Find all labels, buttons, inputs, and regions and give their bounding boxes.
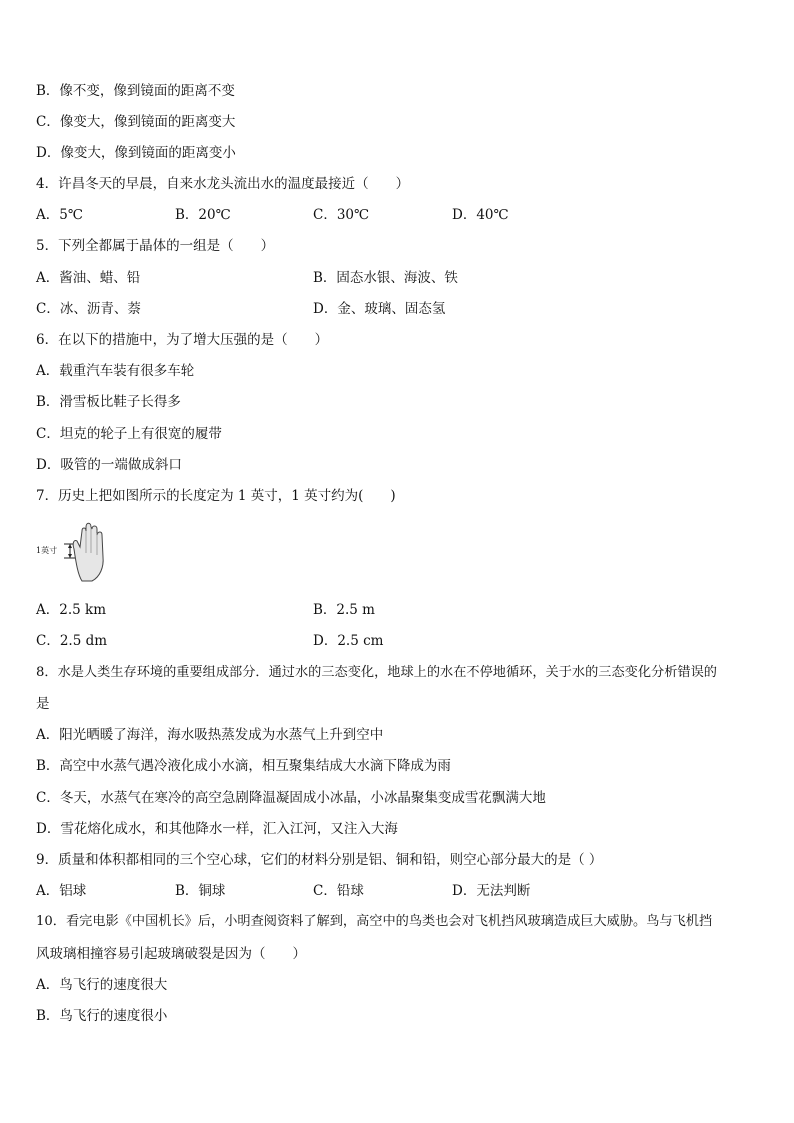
q4-option-a: A．5℃ <box>36 207 83 223</box>
q8-option-b: B．高空中水蒸气遇冷液化成小水滴，相互聚集结成大水滴下降成为雨 <box>36 758 451 774</box>
q7-figure-label: 1英寸 <box>36 546 58 555</box>
q8-stem-line1: 8．水是人类生存环境的重要组成部分．通过水的三态变化，地球上的水在不停地循环，关于水的三态变化分析错误的 <box>36 665 717 680</box>
q3-option-d: D．像变大，像到镜面的距离变小 <box>36 145 236 161</box>
q4-option-b: B．20℃ <box>175 207 231 223</box>
q8-option-c: C．冬天，水蒸气在寒冷的高空急剧降温凝固成小冰晶，小冰晶聚集变成雪花飘满大地 <box>36 790 546 806</box>
q6-option-d: D．吸管的一端做成斜口 <box>36 457 182 473</box>
q3-option-b: B．像不变，像到镜面的距离不变 <box>36 83 235 99</box>
q8-option-a: A．阳光晒暖了海洋，海水吸热蒸发成为水蒸气上升到空中 <box>36 727 384 743</box>
q5-stem: 5．下列全都属于晶体的一组是（ ） <box>36 238 275 254</box>
q4-option-d: D．40℃ <box>452 207 509 223</box>
q7-option-c: C．2.5 dm <box>36 633 108 649</box>
q5-option-b: B．固态水银、海波、铁 <box>313 270 458 286</box>
q6-option-b: B．滑雪板比鞋子长得多 <box>36 394 181 410</box>
q5-option-d: D．金、玻璃、固态氢 <box>313 301 446 317</box>
q9-option-b: B．铜球 <box>175 883 226 899</box>
q7-hand-figure <box>36 519 112 583</box>
q6-option-a: A．载重汽车装有很多车轮 <box>36 363 195 379</box>
q7-option-d: D．2.5 cm <box>313 633 384 649</box>
q6-option-c: C．坦克的轮子上有很宽的履带 <box>36 426 222 442</box>
q5-option-c: C．冰、沥青、萘 <box>36 301 141 317</box>
q7-stem: 7．历史上把如图所示的长度定为 1 英寸，1 英寸约为( ) <box>36 488 396 504</box>
hand-icon <box>36 519 112 583</box>
q9-option-a: A．铝球 <box>36 883 87 899</box>
q10-option-a: A．鸟飞行的速度很大 <box>36 977 168 993</box>
q6-stem: 6．在以下的措施中，为了增大压强的是（ ） <box>36 332 329 348</box>
q7-option-b: B．2.5 m <box>313 602 375 618</box>
q4-stem: 4．许昌冬天的早晨，自来水龙头流出水的温度最接近（ ） <box>36 176 410 192</box>
q10-stem-line2: 风玻璃相撞容易引起玻璃破裂是因为（ ） <box>36 946 306 962</box>
q7-option-a: A．2.5 km <box>36 602 106 618</box>
q8-stem-line2: 是 <box>36 696 50 712</box>
q9-option-c: C．铅球 <box>313 883 364 899</box>
q9-stem: 9．质量和体积都相同的三个空心球，它们的材料分别是铝、铜和铅，则空心部分最大的是（ ） <box>36 852 603 868</box>
q10-option-b: B．鸟飞行的速度很小 <box>36 1008 168 1024</box>
q4-option-c: C．30℃ <box>313 207 370 223</box>
q10-stem-line1: 10．看完电影《中国机长》后，小明查阅资料了解到，高空中的鸟类也会对飞机挡风玻璃造成巨大威胁。鸟与飞机挡 <box>36 914 713 929</box>
q5-option-a: A．酱油、蜡、铅 <box>36 270 141 286</box>
q8-option-d: D．雪花熔化成水，和其他降水一样，汇入江河，又注入大海 <box>36 821 398 837</box>
q3-option-c: C．像变大，像到镜面的距离变大 <box>36 114 236 130</box>
q9-option-d: D．无法判断 <box>452 883 531 899</box>
